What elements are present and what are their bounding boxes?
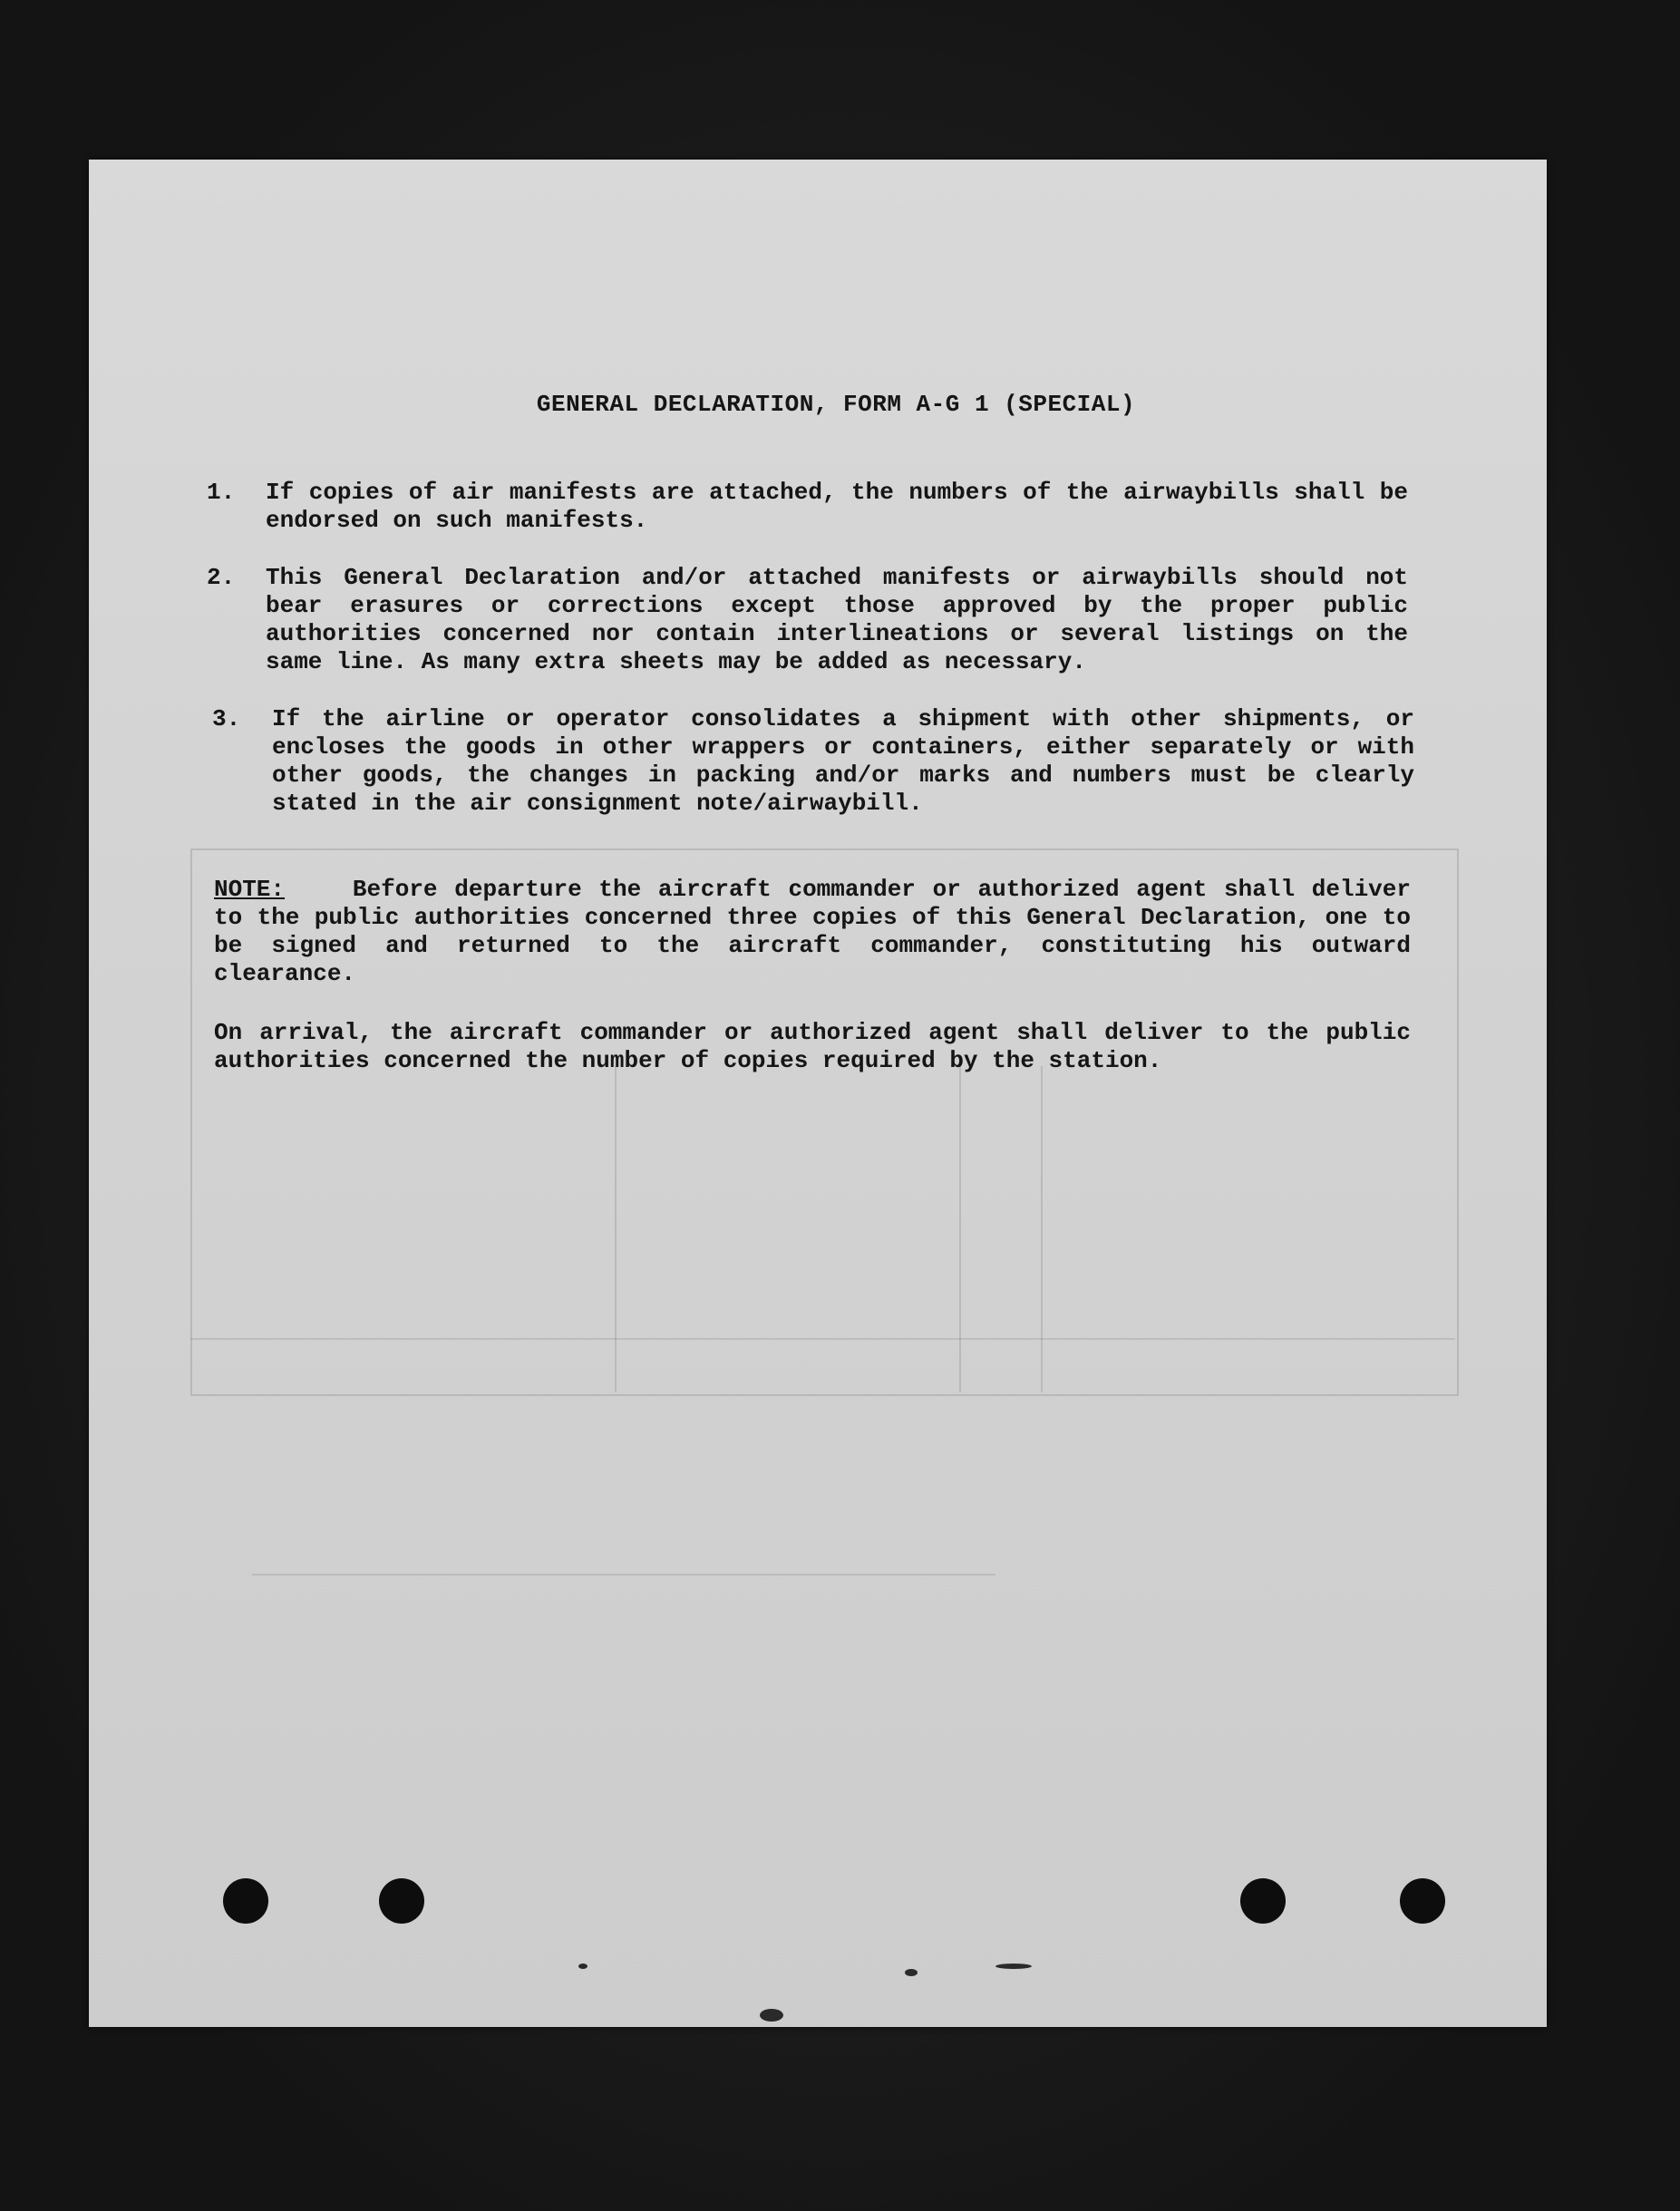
document-page [89,160,1547,2027]
note-text: Before departure the aircraft commander or authorized agent shall deliver to the public authorities concerned three copies of this General Declaration, one to be signed and returned to the aircraft commander, constituting his outward clearance. [214,876,1411,987]
item-text: If copies of air manifests are attached, the numbers of the airwaybills shall be endorsed on such manifests. [266,479,1408,534]
punch-hole [1400,1878,1445,1924]
document-title: GENERAL DECLARATION, FORM A-G 1 (SPECIAL) [536,391,1136,418]
scan-speck [578,1964,588,1969]
punch-hole [1240,1878,1286,1924]
item-text: If the airline or operator consolidates a shipment with other shipments, or encloses the goods in other wrappers or containers, either separately or with other goods, the changes in packing and/or marks and numbers must be clearly stated in the air consignment note/airwaybill. [272,705,1414,817]
note-paragraph [214,876,1411,988]
punch-hole [223,1878,268,1924]
punch-hole [379,1878,424,1924]
item-number: 2. [207,564,236,591]
note-label: NOTE: [214,876,286,903]
arrival-paragraph: On arrival, the aircraft commander or authorized agent shall deliver to the public authorities concerned the number of copies required by the station. [214,1019,1411,1074]
item-text: This General Declaration and/or attached manifests or airwaybills should not bear erasures or corrections except those approved by the proper public authorities concerned nor contain interlineations or several listings on the same line. As many extra sheets may be added as necessary. [266,564,1408,675]
scan-speck [905,1969,918,1976]
scan-speck [995,1964,1032,1969]
item-number: 3. [212,705,241,732]
item-number: 1. [207,479,236,506]
scan-speck [760,2009,783,2022]
document-content [89,160,1547,2027]
